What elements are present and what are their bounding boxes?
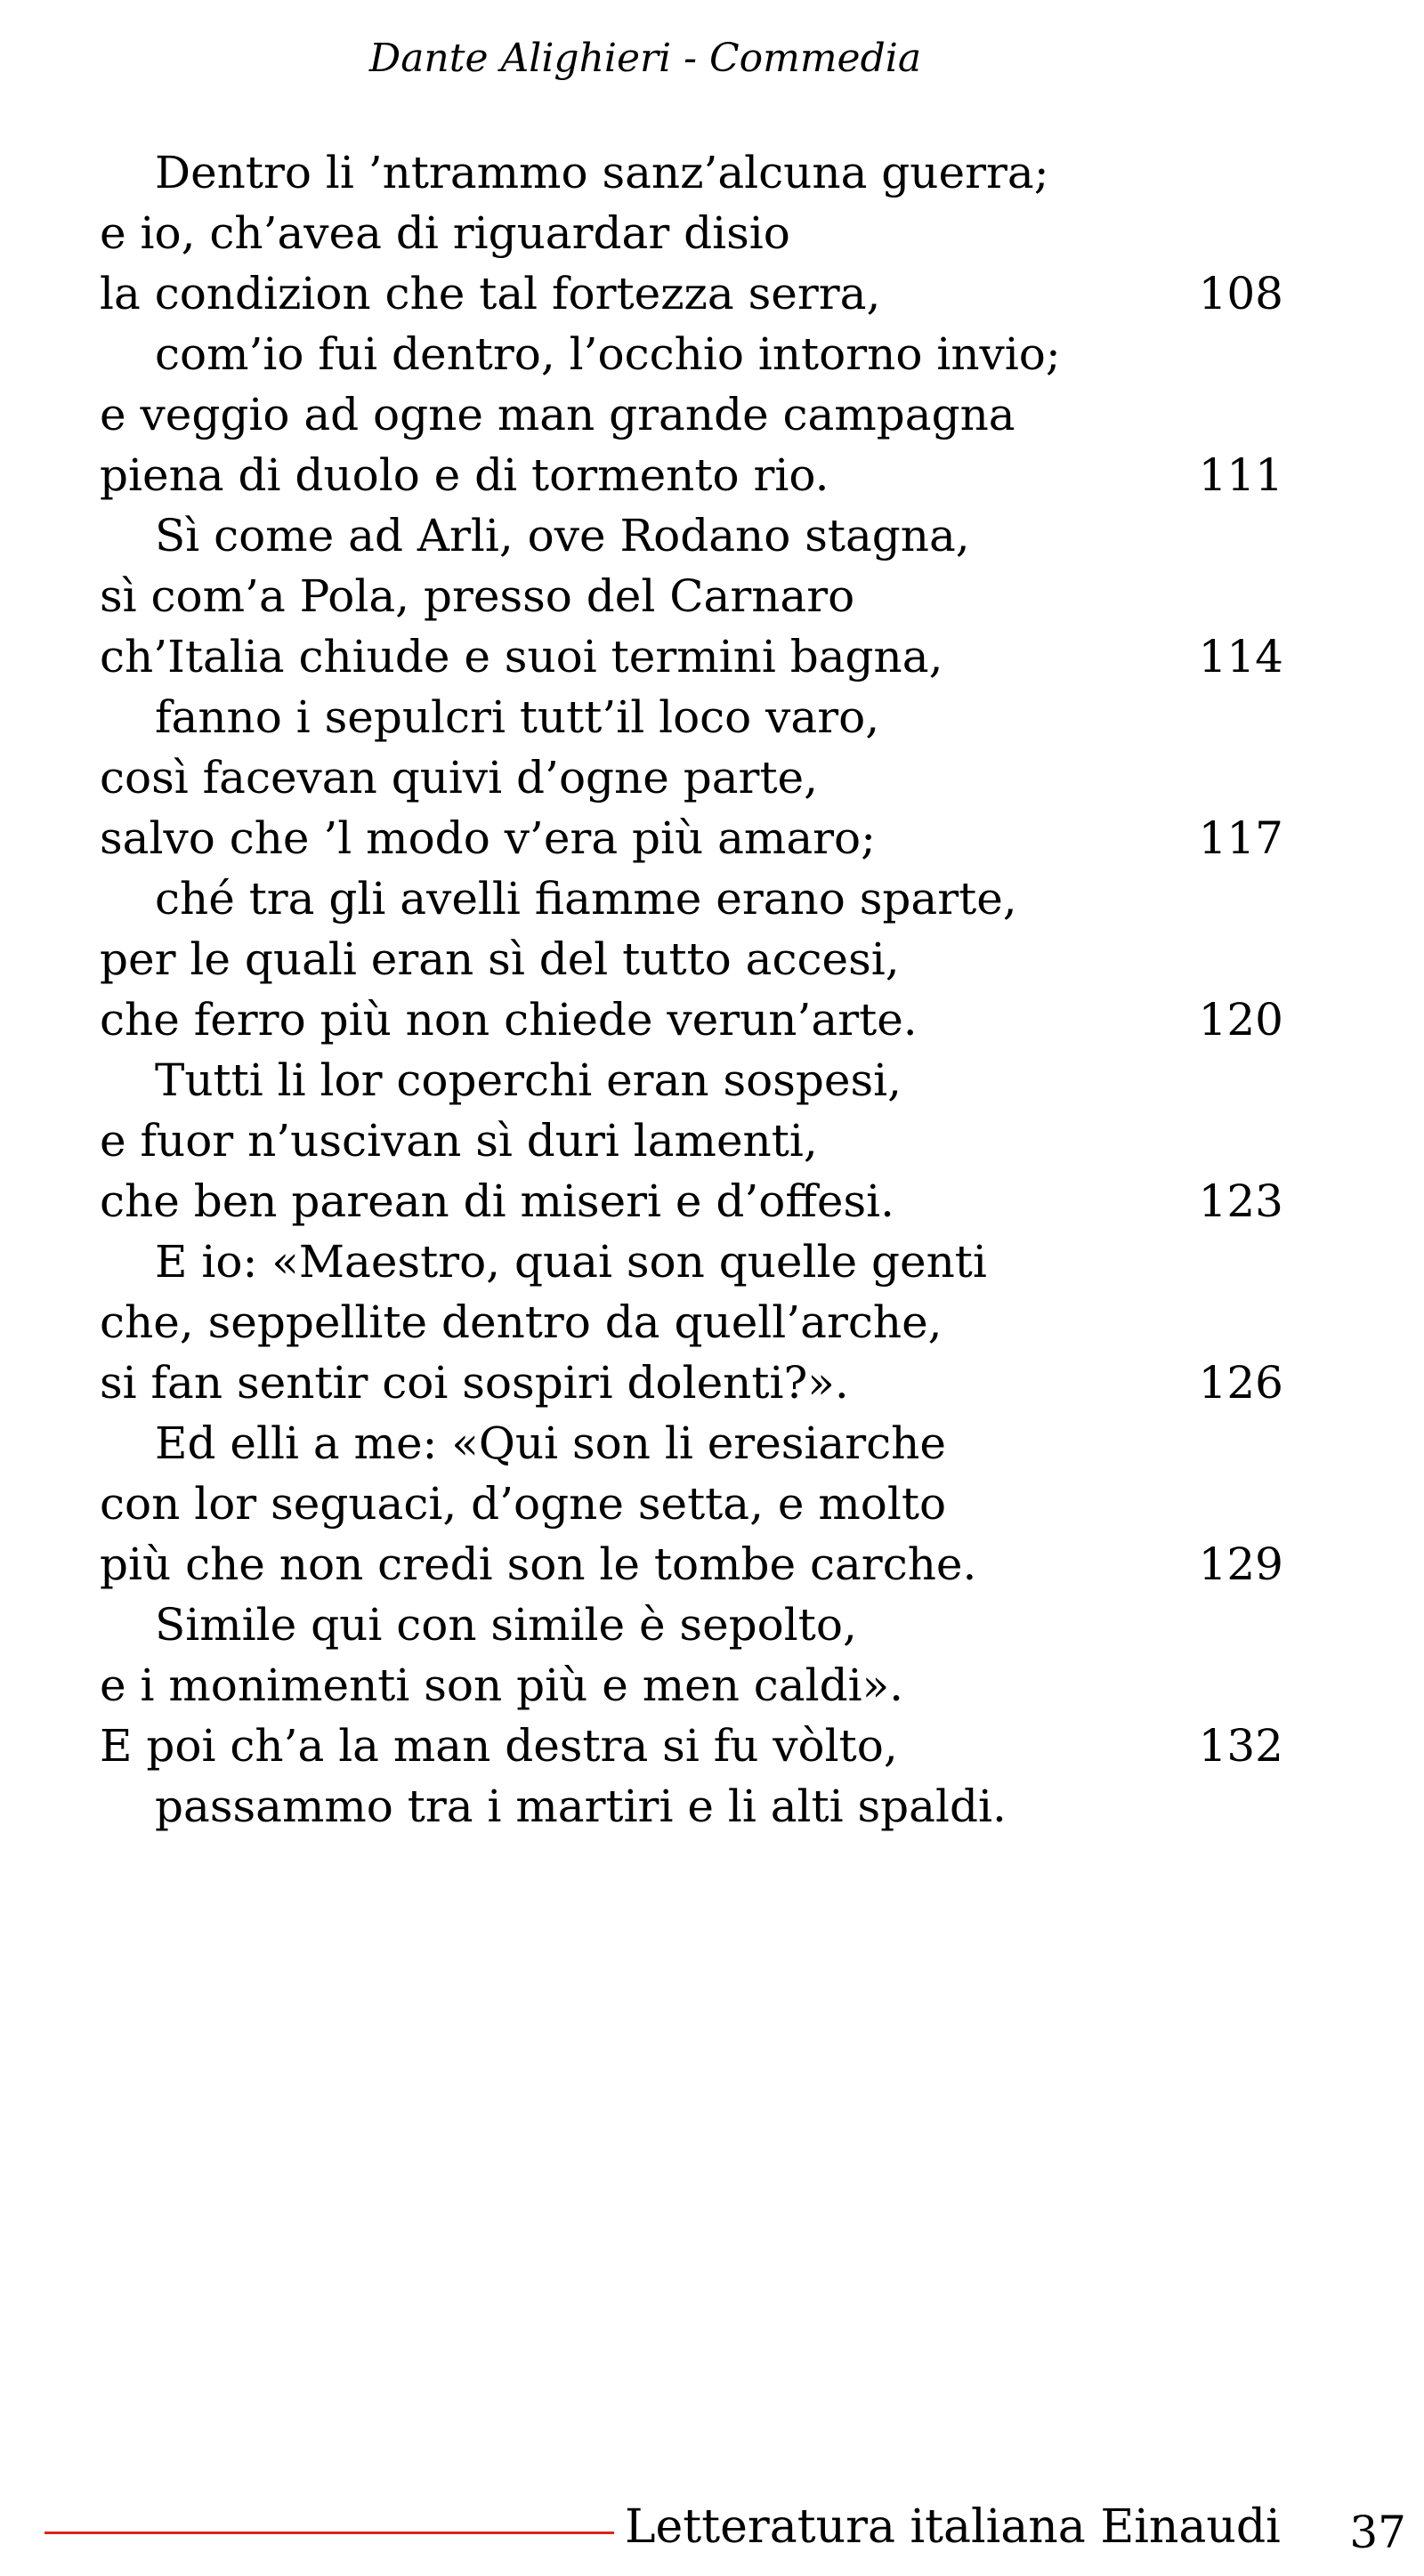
verse-number: 123 — [1198, 1175, 1283, 1227]
verse — [100, 687, 1283, 747]
verse-number: 117 — [1198, 812, 1283, 864]
verse-text: ch’Italia chiude e suoi termini bagna, — [100, 631, 943, 682]
verse-text: Simile qui con simile è sepolto, — [155, 1599, 857, 1651]
verse — [100, 324, 1283, 384]
verse-number: 108 — [1198, 268, 1283, 319]
verse — [100, 1110, 1283, 1171]
verse-text: piena di duolo e di tormento rio. — [100, 449, 829, 501]
verse — [100, 1171, 1283, 1231]
verse-number: 129 — [1198, 1538, 1283, 1590]
verse-text: e veggio ad ogne man grande campagna — [100, 389, 1015, 440]
verse-text: e io, ch’avea di riguardar disio — [100, 207, 790, 259]
verse-text: com’io fui dentro, l’occhio intorno invio; — [155, 328, 1061, 380]
page-number: 37 — [1349, 2507, 1406, 2558]
verse-text: con lor seguaci, d’ogne setta, e molto — [100, 1478, 947, 1530]
verse — [100, 1231, 1283, 1292]
verse — [100, 747, 1283, 808]
verse — [100, 1534, 1283, 1595]
verse-text: ché tra gli avelli fiamme erano sparte, — [155, 873, 1017, 925]
verse-number: 111 — [1198, 449, 1283, 501]
verse — [100, 989, 1283, 1050]
verse — [100, 808, 1283, 868]
verse — [100, 445, 1283, 505]
verse — [100, 142, 1283, 203]
verse — [100, 1595, 1283, 1655]
verse-text: Tutti li lor coperchi eran sospesi, — [155, 1054, 902, 1106]
verse — [100, 1776, 1283, 1837]
verse-text: fanno i sepulcri tutt’il loco varo, — [155, 691, 880, 743]
verse — [100, 1474, 1283, 1534]
verse — [100, 868, 1283, 929]
verse-text: più che non credi son le tombe carche. — [100, 1538, 977, 1590]
verse — [100, 929, 1283, 989]
verse — [100, 505, 1283, 566]
verse-number: 126 — [1198, 1357, 1283, 1409]
verse — [100, 1292, 1283, 1353]
verse-text: E io: «Maestro, quai son quelle genti — [155, 1236, 987, 1288]
verse-text: così facevan quivi d’ogne parte, — [100, 752, 819, 803]
verse-number: 120 — [1198, 994, 1283, 1046]
running-title: Dante Alighieri - Commedia — [368, 36, 922, 81]
verse-text: si fan sentir coi sospiri dolenti?». — [100, 1357, 849, 1409]
poem-text — [100, 142, 1283, 1837]
verse-text: Sì come ad Arli, ove Rodano stagna, — [155, 510, 970, 561]
verse — [100, 626, 1283, 687]
verse-text: Ed elli a me: «Qui son li eresiarche — [155, 1417, 946, 1469]
verse-text: per le quali eran sì del tutto accesi, — [100, 933, 900, 985]
verse-text: e i monimenti son più e men caldi». — [100, 1659, 904, 1711]
verse — [100, 384, 1283, 445]
verse — [100, 1050, 1283, 1110]
verse — [100, 1353, 1283, 1413]
verse — [100, 1655, 1283, 1716]
verse-text: che, seppellite dentro da quell’arche, — [100, 1296, 943, 1348]
verse — [100, 1716, 1283, 1776]
verse-text: e fuor n’uscivan sì duri lamenti, — [100, 1115, 818, 1167]
page-footer — [44, 2496, 1406, 2558]
verse-text: salvo che ’l modo v’era più amaro; — [100, 812, 876, 864]
verse-number: 132 — [1198, 1720, 1283, 1772]
verse-text: che ferro più non chiede verun’arte. — [100, 994, 918, 1046]
verse-text: passammo tra i martiri e li alti spaldi. — [155, 1781, 1007, 1832]
publisher-name: Letteratura italiana Einaudi — [625, 2500, 1281, 2554]
verse-text: la condizion che tal fortezza serra, — [100, 268, 881, 319]
verse — [100, 1413, 1283, 1474]
verse — [100, 203, 1283, 263]
footer-rule — [44, 2532, 614, 2534]
verse — [100, 566, 1283, 626]
verse — [100, 263, 1283, 324]
verse-text: sì com’a Pola, presso del Carnaro — [100, 570, 855, 622]
verse-number: 114 — [1198, 631, 1283, 682]
verse-text: che ben parean di miseri e d’offesi. — [100, 1175, 895, 1227]
verse-text: Dentro li ’ntrammo sanz’alcuna guerra; — [155, 147, 1049, 198]
verse-text: E poi ch’a la man destra si fu vòlto, — [100, 1720, 898, 1772]
